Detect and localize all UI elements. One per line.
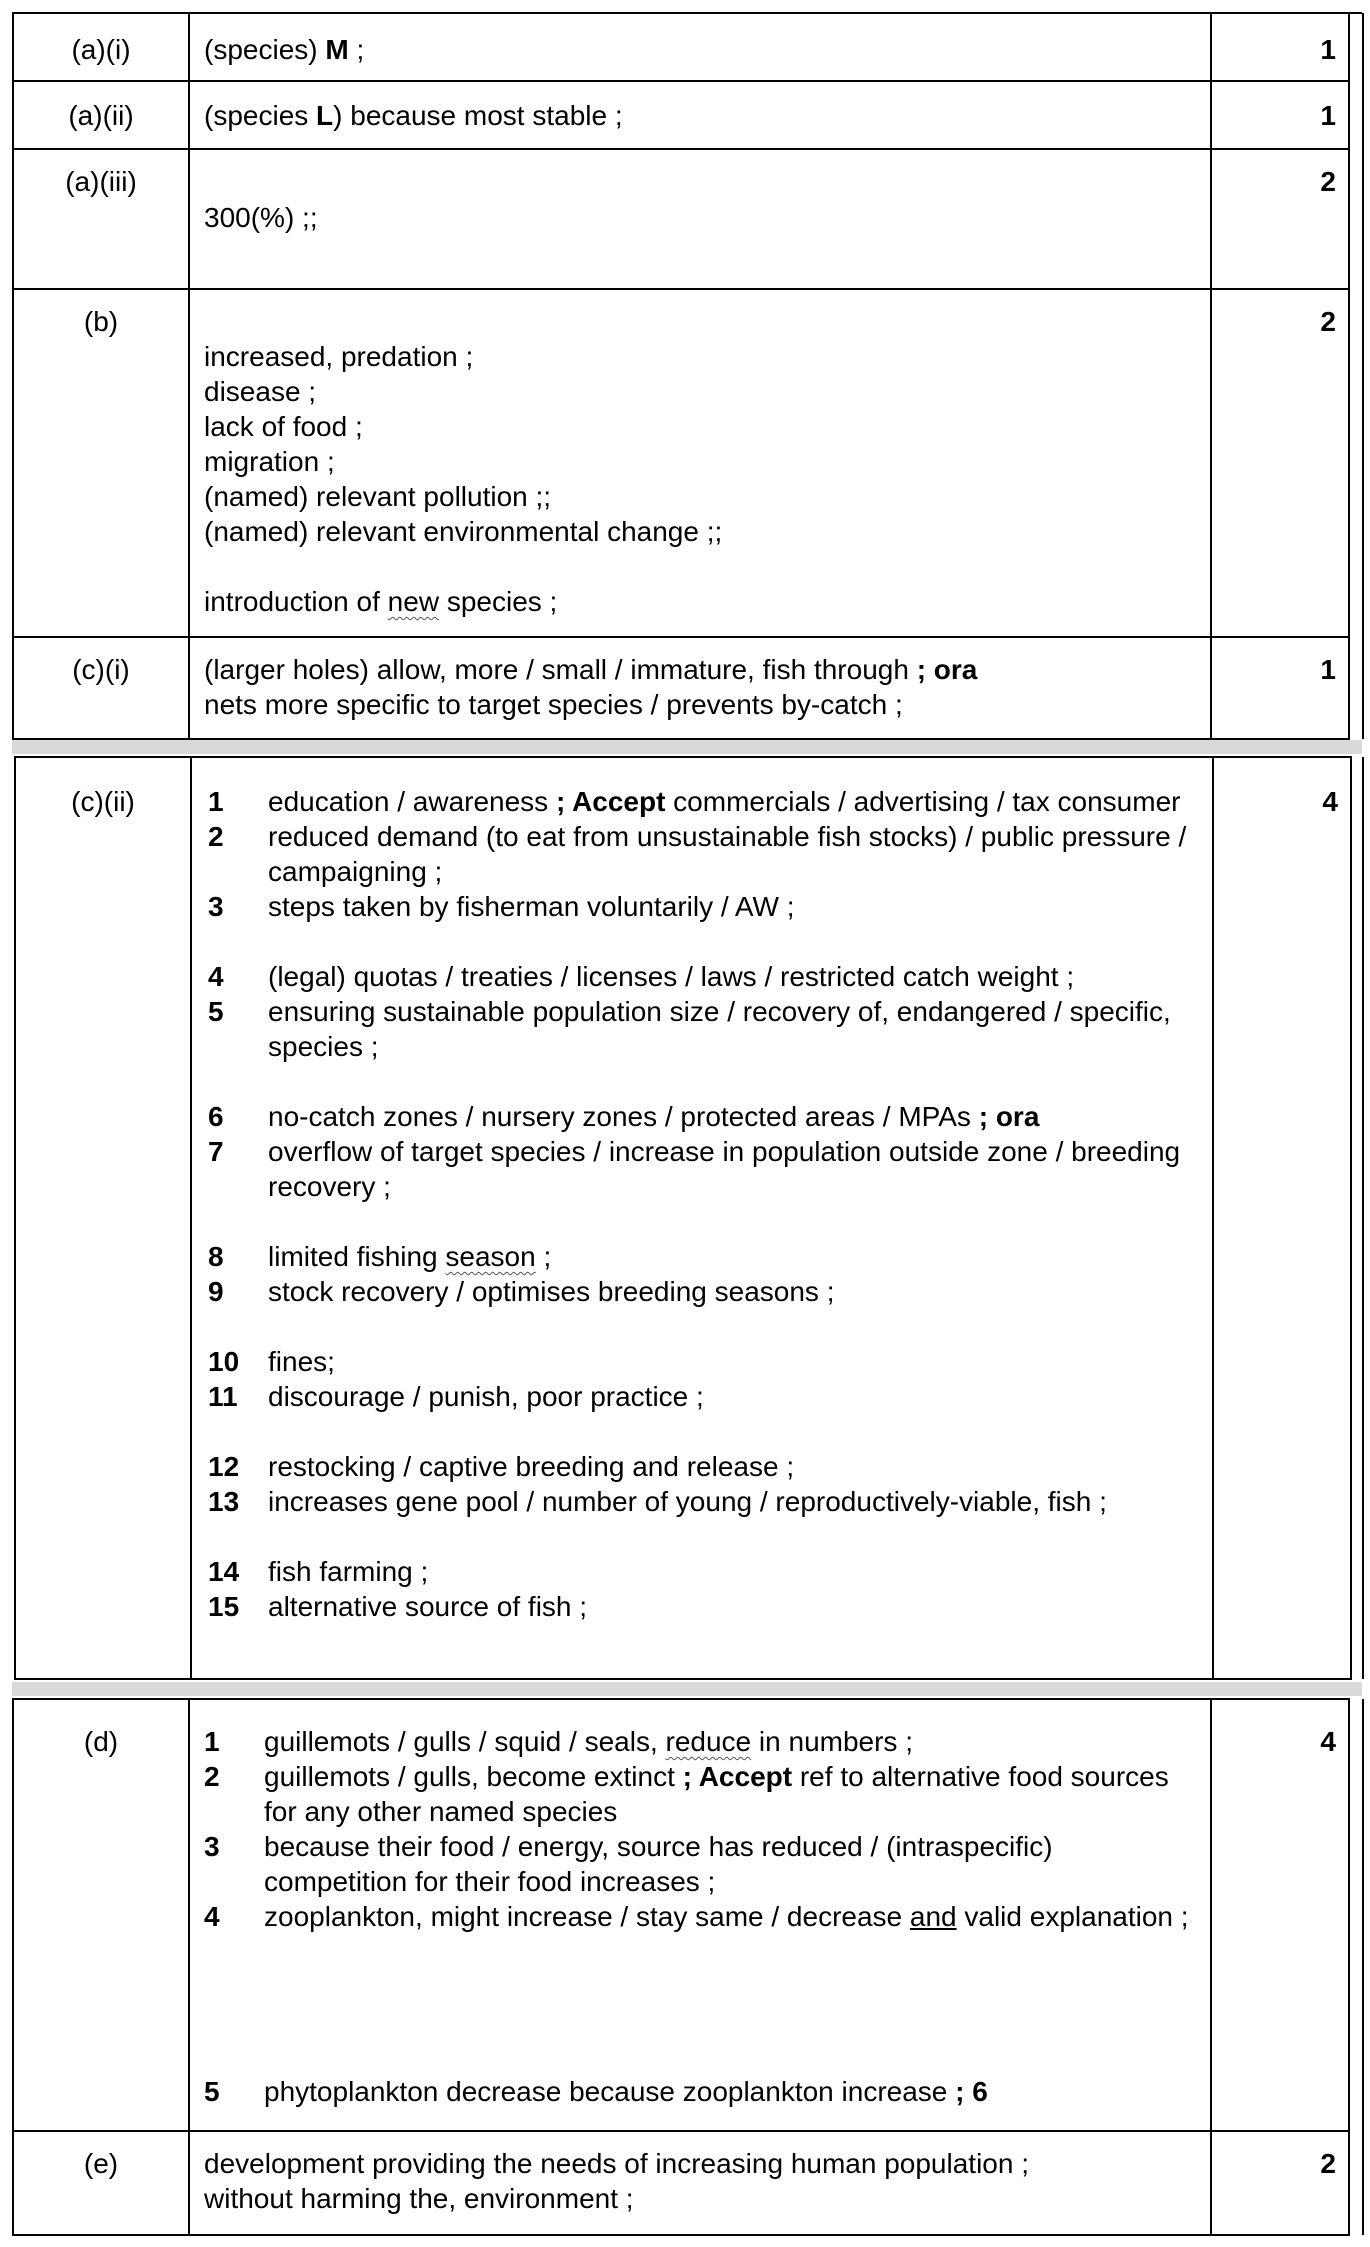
point-item: 15 alternative source of fish ; [208, 1591, 588, 1622]
point-item: 4 (legal) quotas / treaties / licenses / laws / restricted catch weight ; [208, 961, 1075, 992]
row-b [13, 289, 1363, 637]
point-item: 13 increases gene pool / number of young / reproductively-viable, fish ; [208, 1486, 1107, 1517]
row-c-i [13, 637, 1363, 739]
answer-line: increased, predation ; [204, 341, 474, 372]
answer-line: disease ; [204, 376, 317, 407]
answer-cell: (larger holes) allow, more / small / immature, fish through ; ora nets more specific to target species / prevents by-catch ; [189, 637, 1211, 739]
marks-cell: 1 [1211, 13, 1349, 81]
point-item: 2 guillemots / gulls, become extinct ; Accept ref to alternative food sources for any other named species [204, 1761, 1169, 1827]
point-item: 6 no-catch zones / nursery zones / protected areas / MPAs ; ora [208, 1101, 1040, 1132]
point-item: 12 restocking / captive breeding and release ; [208, 1451, 795, 1482]
answer-cell: (species L) because most stable ; [189, 81, 1211, 149]
question-label: (e) [13, 2131, 189, 2235]
question-label: (b) [13, 289, 189, 637]
point-item: 1 education / awareness ; Accept commercials / advertising / tax consumer [208, 786, 1181, 817]
point-item: 2 reduced demand (to eat from unsustainable fish stocks) / public pressure / campaigning ; [208, 821, 1187, 887]
markscheme-block-2 [14, 756, 1364, 1680]
question-label: (c)(i) [13, 637, 189, 739]
point-item: 5 ensuring sustainable population size / recovery of, endangered / specific, species ; [208, 996, 1171, 1062]
point-item: 3 because their food / energy, source has reduced / (intraspecific) competition for their food increases ; [204, 1831, 1053, 1897]
marks-cell: 1 [1211, 81, 1349, 149]
answer-cell: development providing the needs of increasing human population ; without harming the, environment ; [189, 2131, 1211, 2235]
point-item: 5 phytoplankton decrease because zooplankton increase ; 6 [204, 2076, 988, 2107]
marks-cell: 4 [1213, 757, 1351, 1679]
answer-line: (named) relevant environmental change ;; [204, 516, 723, 547]
row-c-ii [15, 757, 1363, 1679]
point-item: 3 steps taken by fisherman voluntarily / AW ; [208, 891, 795, 922]
answer-cell: (species) M ; [189, 13, 1211, 81]
point-item: 9 stock recovery / optimises breeding seasons ; [208, 1276, 835, 1307]
row-a-iii [13, 149, 1363, 289]
point-item: 14 fish farming ; [208, 1556, 429, 1587]
point-item: 1 guillemots / gulls / squid / seals, reduce in numbers ; [204, 1726, 913, 1757]
question-label: (a)(i) [13, 13, 189, 81]
point-item: 7 overflow of target species / increase in population outside zone / breeding recovery ; [208, 1136, 1181, 1202]
answer-cell [189, 289, 1211, 637]
answer-cell: 300(%) ;; [189, 149, 1211, 289]
question-label: (a)(iii) [13, 149, 189, 289]
answer-line: lack of food ; [204, 411, 363, 442]
answer-line: migration ; [204, 446, 335, 477]
markscheme-table-2 [14, 756, 1364, 1680]
markscheme-table-1 [12, 12, 1364, 740]
row-e [13, 2131, 1363, 2235]
row-a-ii [13, 81, 1363, 149]
markscheme-block-3 [12, 1698, 1364, 2236]
answer-line: (named) relevant pollution ;; [204, 481, 552, 512]
question-label: (d) [13, 1699, 189, 2131]
question-label: (c)(ii) [15, 757, 191, 1679]
marks-cell: 1 [1211, 637, 1349, 739]
marks-cell: 4 [1211, 1699, 1349, 2131]
row-d [13, 1699, 1363, 2131]
markscheme-table-3 [12, 1698, 1364, 2236]
answer-cell [189, 1699, 1211, 2131]
point-item: 8 limited fishing season ; [208, 1241, 552, 1272]
question-label: (a)(ii) [13, 81, 189, 149]
marks-cell: 2 [1211, 289, 1349, 637]
marks-cell: 2 [1211, 2131, 1349, 2235]
row-a-i [13, 13, 1363, 81]
answer-line: introduction of new species ; [204, 586, 558, 617]
markscheme-block-1 [12, 0, 1364, 740]
answer-cell [191, 757, 1213, 1679]
point-item: 4 zooplankton, might increase / stay same / decrease and valid explanation ; [204, 1901, 1189, 1932]
point-item: 11 discourage / punish, poor practice ; [208, 1381, 704, 1412]
point-item: 10 fines; [208, 1346, 335, 1377]
marks-cell: 2 [1211, 149, 1349, 289]
